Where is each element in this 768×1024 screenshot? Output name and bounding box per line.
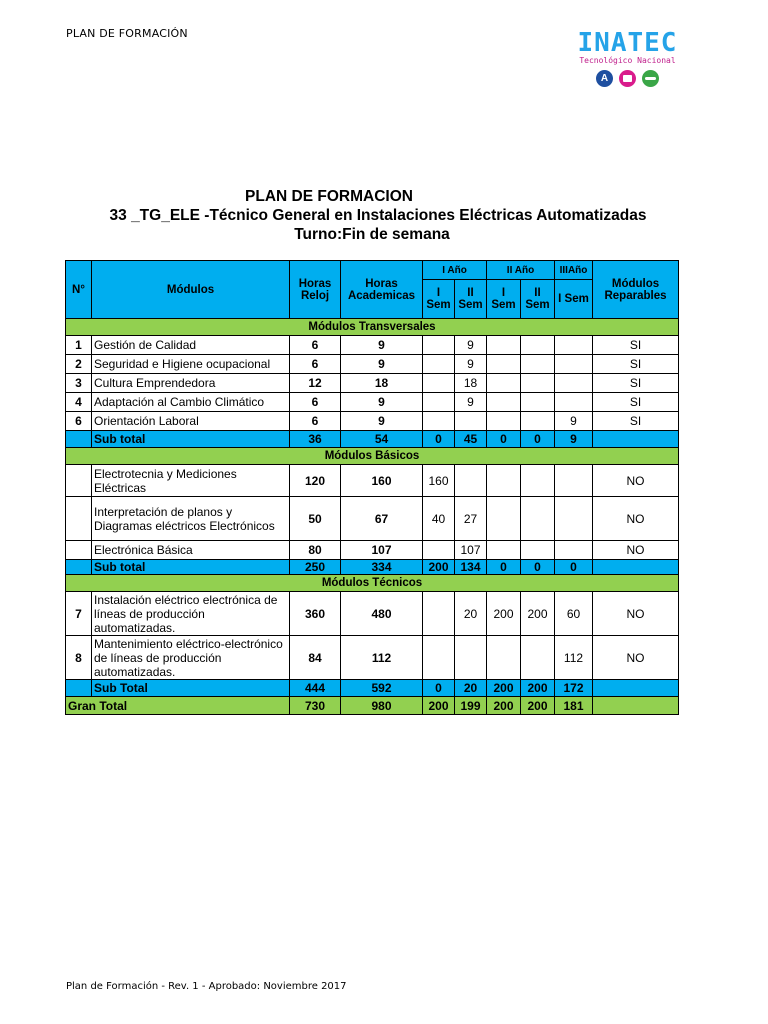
document-footer: Plan de Formación - Rev. 1 - Aprobado: Noviembre 2017: [66, 981, 347, 992]
header-anio-1: I Año: [423, 261, 487, 280]
semester-2-hours: 9: [455, 393, 487, 412]
module-name: Electrotecnia y Mediciones Eléctricas: [92, 465, 290, 497]
subtotal-row: [66, 560, 679, 575]
module-name: Interpretación de planos y Diagramas eléctricos Electrónicos: [92, 497, 290, 541]
grand-total-sem-2: 199: [455, 697, 487, 715]
subtotal-sem-4: 200: [521, 680, 555, 697]
semester-2-hours: 107: [455, 541, 487, 560]
inatec-logo: [560, 30, 695, 94]
subtotal-reloj: 36: [290, 431, 341, 448]
grand-total-acad: 980: [341, 697, 423, 715]
module-name: Gestión de Calidad: [92, 336, 290, 355]
subtotal-acad: 54: [341, 431, 423, 448]
subtotal-sem-1: 200: [423, 560, 455, 575]
subtotal-sem-5: 9: [555, 431, 593, 448]
module-number: 1: [66, 336, 92, 355]
header-horas-academicas: Horas Academicas: [341, 261, 423, 319]
semester-1-hours: [423, 336, 455, 355]
semester-3-hours: [487, 374, 521, 393]
semester-1-hours: 160: [423, 465, 455, 497]
module-number: 7: [66, 592, 92, 636]
semester-1-hours: [423, 541, 455, 560]
semester-3-hours: 200: [487, 592, 521, 636]
module-number: 8: [66, 636, 92, 680]
module-name: Electrónica Básica: [92, 541, 290, 560]
module-name: Cultura Emprendedora: [92, 374, 290, 393]
module-row: [66, 636, 679, 680]
semester-5-hours: [555, 541, 593, 560]
semester-5-hours: [555, 393, 593, 412]
semester-5-hours: [555, 374, 593, 393]
module-row: [66, 465, 679, 497]
semester-4-hours: [521, 636, 555, 680]
horas-academicas: 67: [341, 497, 423, 541]
subtotal-reloj: 250: [290, 560, 341, 575]
semester-3-hours: [487, 355, 521, 374]
semester-5-hours: [555, 336, 593, 355]
horas-reloj: 360: [290, 592, 341, 636]
horas-academicas: 160: [341, 465, 423, 497]
horas-reloj: 6: [290, 336, 341, 355]
semester-5-hours: 112: [555, 636, 593, 680]
subtotal-label: Sub total: [92, 431, 290, 448]
semester-1-hours: [423, 636, 455, 680]
horas-reloj: 6: [290, 412, 341, 431]
semester-3-hours: [487, 465, 521, 497]
horas-reloj: 84: [290, 636, 341, 680]
horas-academicas: 9: [341, 355, 423, 374]
grand-total-reloj: 730: [290, 697, 341, 715]
header-anio-3: IIIAño: [555, 261, 593, 280]
reparable-value: SI: [593, 412, 679, 431]
document-titles: [0, 187, 768, 244]
semester-4-hours: [521, 541, 555, 560]
semester-5-hours: 60: [555, 592, 593, 636]
semester-1-hours: [423, 412, 455, 431]
semester-1-hours: [423, 393, 455, 412]
semester-4-hours: [521, 355, 555, 374]
horas-academicas: 9: [341, 336, 423, 355]
semester-2-hours: 9: [455, 355, 487, 374]
subtotal-acad: 592: [341, 680, 423, 697]
semester-2-hours: [455, 636, 487, 680]
semester-3-hours: [487, 412, 521, 431]
subtotal-reloj: 444: [290, 680, 341, 697]
module-name: Seguridad e Higiene ocupacional: [92, 355, 290, 374]
module-number: [66, 465, 92, 497]
semester-1-hours: [423, 355, 455, 374]
subtotal-sem-4: 0: [521, 431, 555, 448]
module-number: 2: [66, 355, 92, 374]
module-name: Instalación eléctrico electrónica de líneas de producción automatizadas.: [92, 592, 290, 636]
semester-2-hours: [455, 465, 487, 497]
grand-total-sem-5: 181: [555, 697, 593, 715]
grand-total-sem-1: 200: [423, 697, 455, 715]
grand-total-label: Gran Total: [66, 697, 290, 715]
semester-4-hours: [521, 465, 555, 497]
horas-reloj: 6: [290, 355, 341, 374]
subtotal-sem-2: 20: [455, 680, 487, 697]
hands-icon: [642, 70, 659, 87]
subtotal-sem-1: 0: [423, 431, 455, 448]
semester-2-hours: 27: [455, 497, 487, 541]
header-num: N°: [66, 261, 92, 319]
subtotal-spacer: [66, 680, 92, 697]
horas-reloj: 50: [290, 497, 341, 541]
semester-5-hours: [555, 497, 593, 541]
reparable-value: NO: [593, 592, 679, 636]
document-header-label: PLAN DE FORMACIÓN: [66, 27, 188, 40]
semester-3-hours: [487, 336, 521, 355]
subtotal-label: Sub total: [92, 560, 290, 575]
module-number: [66, 497, 92, 541]
module-name: Mantenimiento eléctrico-electrónico de líneas de producción automatizadas.: [92, 636, 290, 680]
briefcase-icon: [619, 70, 636, 87]
section-title: Módulos Básicos: [66, 448, 679, 465]
semester-1-hours: 40: [423, 497, 455, 541]
module-row: [66, 393, 679, 412]
module-name: Adaptación al Cambio Climático: [92, 393, 290, 412]
reparable-value: SI: [593, 374, 679, 393]
horas-academicas: 9: [341, 412, 423, 431]
grand-total-reparables-empty: [593, 697, 679, 715]
subtotal-sem-2: 134: [455, 560, 487, 575]
reparable-value: NO: [593, 541, 679, 560]
semester-1-hours: [423, 592, 455, 636]
semester-3-hours: [487, 541, 521, 560]
semester-5-hours: [555, 465, 593, 497]
reparable-value: SI: [593, 336, 679, 355]
header-sem-2: II Sem: [455, 280, 487, 319]
reparable-value: NO: [593, 636, 679, 680]
semester-2-hours: [455, 412, 487, 431]
subtotal-spacer: [66, 560, 92, 575]
subtotal-spacer: [66, 431, 92, 448]
reparable-value: SI: [593, 355, 679, 374]
header-sem-4: II Sem: [521, 280, 555, 319]
header-sem-1: I Sem: [423, 280, 455, 319]
subtotal-sem-4: 0: [521, 560, 555, 575]
horas-academicas: 107: [341, 541, 423, 560]
horas-reloj: 12: [290, 374, 341, 393]
module-row: [66, 374, 679, 393]
header-sem-5: I Sem: [555, 280, 593, 319]
header-reparables: Módulos Reparables: [593, 261, 679, 319]
semester-3-hours: [487, 393, 521, 412]
section-title: Módulos Transversales: [66, 319, 679, 336]
horas-reloj: 120: [290, 465, 341, 497]
semester-5-hours: [555, 355, 593, 374]
reparable-value: NO: [593, 497, 679, 541]
reparable-value: SI: [593, 393, 679, 412]
subtotal-sem-1: 0: [423, 680, 455, 697]
module-number: 6: [66, 412, 92, 431]
training-plan-table: [65, 260, 679, 715]
semester-3-hours: [487, 497, 521, 541]
plan-title: PLAN DE FORMACION: [245, 188, 413, 205]
module-row: [66, 336, 679, 355]
semester-2-hours: 18: [455, 374, 487, 393]
horas-academicas: 480: [341, 592, 423, 636]
subtotal-row: [66, 431, 679, 448]
logo-subtitle: Tecnológico Nacional: [579, 56, 676, 65]
header-anio-2: II Año: [487, 261, 555, 280]
header-modulos: Módulos: [92, 261, 290, 319]
module-row: [66, 592, 679, 636]
semester-3-hours: [487, 636, 521, 680]
grand-total-sem-4: 200: [521, 697, 555, 715]
semester-2-hours: 9: [455, 336, 487, 355]
module-number: [66, 541, 92, 560]
module-row: [66, 541, 679, 560]
horas-academicas: 9: [341, 393, 423, 412]
program-title: 33 _TG_ELE -Técnico General en Instalaciones Eléctricas Automatizadas: [109, 207, 647, 224]
module-row: [66, 497, 679, 541]
reparable-value: NO: [593, 465, 679, 497]
subtotal-sem-3: 0: [487, 431, 521, 448]
horas-academicas: 18: [341, 374, 423, 393]
subtotal-sem-3: 200: [487, 680, 521, 697]
subtotal-label: Sub Total: [92, 680, 290, 697]
header-horas-reloj: Horas Reloj: [290, 261, 341, 319]
semester-4-hours: [521, 393, 555, 412]
subtotal-sem-3: 0: [487, 560, 521, 575]
module-row: [66, 412, 679, 431]
semester-4-hours: [521, 412, 555, 431]
grand-total-row: [66, 697, 679, 715]
logo-name: INATEC: [577, 28, 678, 58]
horas-reloj: 6: [290, 393, 341, 412]
subtotal-reparables-empty: [593, 680, 679, 697]
module-number: 3: [66, 374, 92, 393]
subtotal-reparables-empty: [593, 560, 679, 575]
subtotal-sem-2: 45: [455, 431, 487, 448]
module-row: [66, 355, 679, 374]
semester-1-hours: [423, 374, 455, 393]
shift-title: Turno:Fin de semana: [294, 226, 450, 243]
a-letter-icon: A: [596, 70, 613, 87]
subtotal-reparables-empty: [593, 431, 679, 448]
semester-5-hours: 9: [555, 412, 593, 431]
subtotal-row: [66, 680, 679, 697]
subtotal-sem-5: 172: [555, 680, 593, 697]
horas-academicas: 112: [341, 636, 423, 680]
logo-icons: [560, 70, 695, 87]
header-sem-3: I Sem: [487, 280, 521, 319]
module-number: 4: [66, 393, 92, 412]
semester-4-hours: [521, 336, 555, 355]
semester-4-hours: [521, 374, 555, 393]
subtotal-sem-5: 0: [555, 560, 593, 575]
semester-2-hours: 20: [455, 592, 487, 636]
module-name: Orientación Laboral: [92, 412, 290, 431]
horas-reloj: 80: [290, 541, 341, 560]
section-title: Módulos Técnicos: [66, 575, 679, 592]
grand-total-sem-3: 200: [487, 697, 521, 715]
semester-4-hours: 200: [521, 592, 555, 636]
semester-4-hours: [521, 497, 555, 541]
subtotal-acad: 334: [341, 560, 423, 575]
